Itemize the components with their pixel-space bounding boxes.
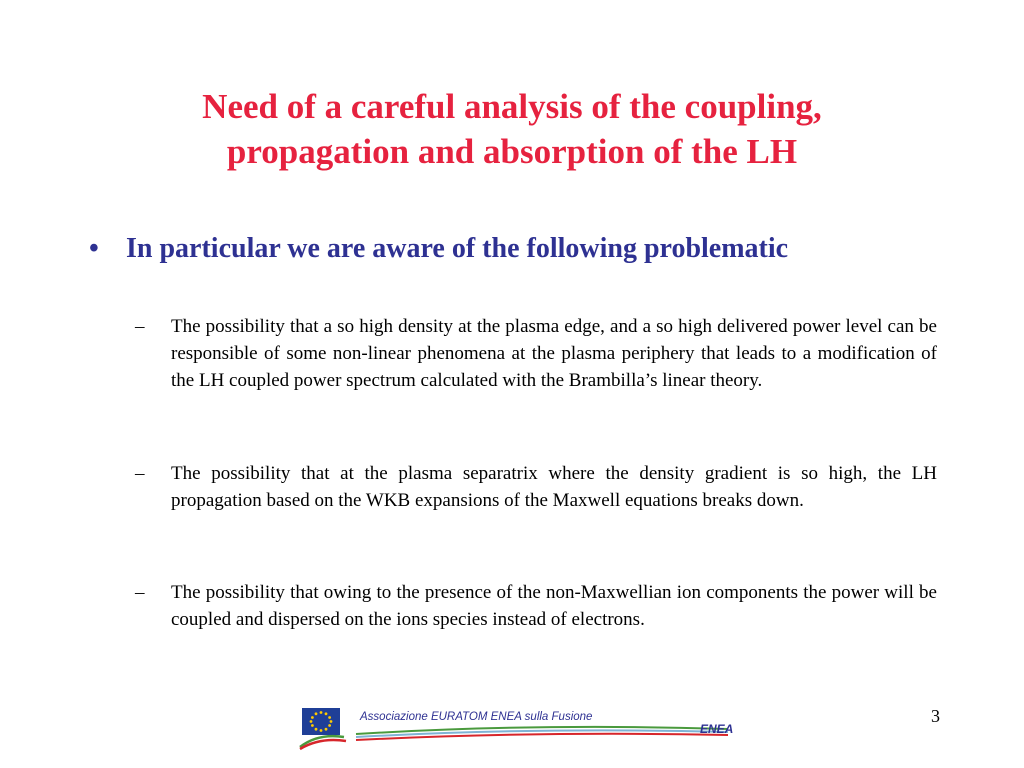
page-number: 3	[931, 706, 940, 726]
association-text: Associazione EURATOM ENEA sulla Fusione	[360, 711, 593, 723]
enea-logo: ENEA	[700, 722, 734, 736]
sub-item-2	[135, 460, 937, 514]
main-bullet	[89, 231, 959, 267]
bullet-marker: •	[89, 233, 99, 264]
slide-title-line-2: propagation and absorption of the LH	[226, 132, 798, 171]
sub-item-1	[135, 313, 937, 394]
eu-flag-icon	[302, 708, 340, 735]
slide-title-line-1: Need of a careful analysis of the coupling,	[202, 87, 822, 126]
main-bullet-text: In particular we are aware of the following problematic	[126, 233, 789, 264]
dash-marker: –	[135, 316, 145, 337]
sub-item-text: The possibility that at the plasma separatrix where the density gradient is so high, the LH propagation based on the WKB expansions of the Maxwell equations breaks down.	[171, 463, 937, 511]
slide-title	[100, 84, 924, 174]
footer-banner	[298, 703, 768, 751]
sub-item-text: The possibility that a so high density at the plasma edge, and a so high delivered power level can be responsible of some non-linear phenomena at the plasma periphery that leads to a modification of the LH coupled power spectrum calculated with the Brambilla’s linear theory.	[171, 316, 937, 391]
sub-item-3	[135, 579, 937, 633]
dash-marker: –	[135, 582, 145, 603]
sub-item-text: The possibility that owing to the presence of the non-Maxwellian ion components the power will be coupled and dispersed on the ions species instead of electrons.	[171, 582, 937, 630]
dash-marker: –	[135, 463, 145, 484]
